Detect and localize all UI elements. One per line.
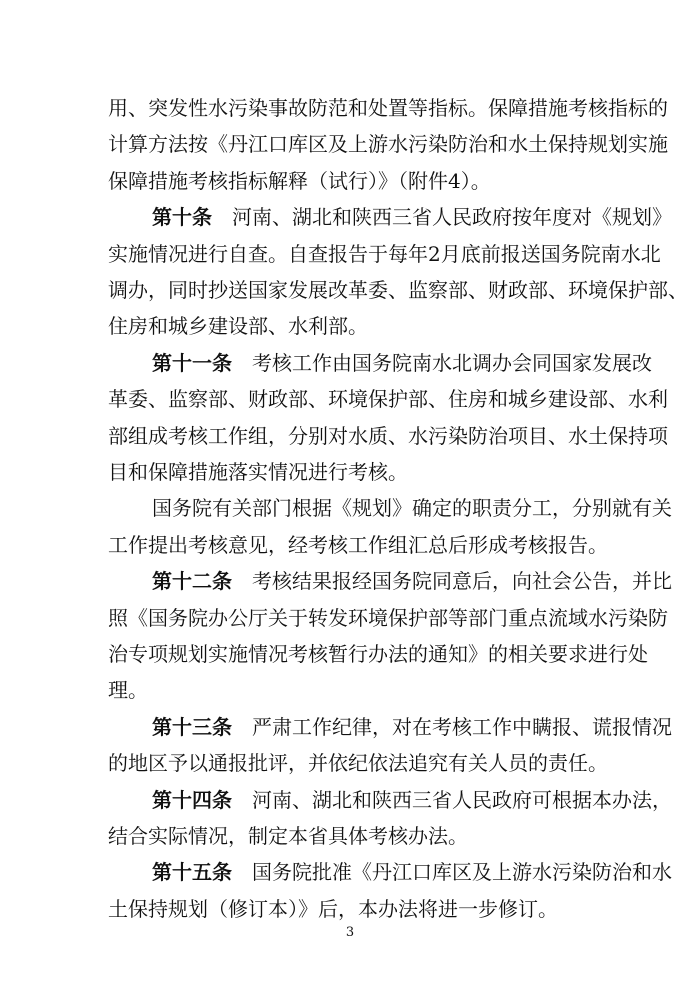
line-text: 革委、监察部、财政部、环境保护部、住房和城乡建设部、水利 <box>108 387 668 412</box>
article-heading: 第十三条 <box>152 714 232 739</box>
text-line <box>0 424 700 448</box>
line-text: 考核工作由国务院南水北调办会同国家发展改 <box>252 350 652 375</box>
line-text: 理。 <box>108 678 148 703</box>
text-line <box>0 132 700 156</box>
article-15-line <box>0 860 700 884</box>
article-11-line <box>0 351 700 375</box>
line-text: 结合实际情况，制定本省具体考核办法。 <box>108 824 468 848</box>
line-text: 河南、湖北和陕西三省人民政府可根据本办法， <box>252 787 672 812</box>
line-text: 治专项规划实施情况考核暂行办法的通知》的相关要求进行处 <box>108 642 648 666</box>
line-text: 保障措施考核指标解释（试行）》（附件4）。 <box>108 168 491 193</box>
text-line <box>0 897 700 921</box>
text-line <box>0 460 700 484</box>
line-text: 部组成考核工作组，分别对水质、水污染防治项目、水土保持项 <box>108 423 668 448</box>
line-text: 照《国务院办公厅关于转发环境保护部等部门重点流域水污染防 <box>108 605 668 630</box>
line-text: 调办，同时抄送国家发展改革委、监察部、财政部、环境保护部、 <box>108 278 688 302</box>
line-text: 用、突发性水污染事故防范和处置等指标。保障措施考核指标的 <box>108 96 668 120</box>
text-line <box>0 606 700 630</box>
text-line <box>0 169 700 193</box>
line-text: 实施情况进行自查。自查报告于每年2月底前报送国务院南水北 <box>108 241 661 266</box>
line-text: 工作提出考核意见，经考核工作组汇总后形成考核报告。 <box>108 532 608 557</box>
text-line <box>0 824 700 848</box>
line-text: 严肃工作纪律，对在考核工作中瞒报、谎报情况 <box>252 714 672 739</box>
line-text: 土保持规划（修订本）》后，本办法将进一步修订。 <box>108 896 558 921</box>
article-heading: 第十五条 <box>152 860 232 885</box>
text-line <box>0 642 700 666</box>
line-text: 计算方法按《丹江口库区及上游水污染防治和水土保持规划实施 <box>108 132 668 157</box>
page-number: 3 <box>345 925 355 940</box>
text-line <box>0 387 700 411</box>
text-line <box>0 278 700 302</box>
text-line <box>0 678 700 702</box>
line-text: 住房和城乡建设部、水利部。 <box>108 314 368 339</box>
line-text: 国务院有关部门根据《规划》确定的职责分工，分别就有关 <box>152 496 672 521</box>
article-10-line <box>0 205 700 229</box>
article-heading: 第十条 <box>152 205 212 230</box>
text-line <box>0 751 700 775</box>
line-text: 国务院批准《丹江口库区及上游水污染防治和水 <box>252 860 672 885</box>
article-12-line <box>0 569 700 593</box>
text-line <box>0 96 700 120</box>
article-13-line <box>0 715 700 739</box>
article-14-line <box>0 788 700 812</box>
line-text: 考核结果报经国务院同意后，向社会公告，并比 <box>252 569 672 594</box>
article-heading: 第十一条 <box>152 350 232 375</box>
article-heading: 第十四条 <box>152 787 232 812</box>
line-text: 河南、湖北和陕西三省人民政府按年度对《规划》 <box>232 205 672 230</box>
line-text: 的地区予以通报批评，并依纪依法追究有关人员的责任。 <box>108 751 608 776</box>
line-text: 目和保障措施落实情况进行考核。 <box>108 460 408 484</box>
paragraph-start-line <box>0 496 700 520</box>
text-line <box>0 533 700 557</box>
text-line <box>0 242 700 266</box>
text-line <box>0 314 700 338</box>
article-heading: 第十二条 <box>152 569 232 594</box>
